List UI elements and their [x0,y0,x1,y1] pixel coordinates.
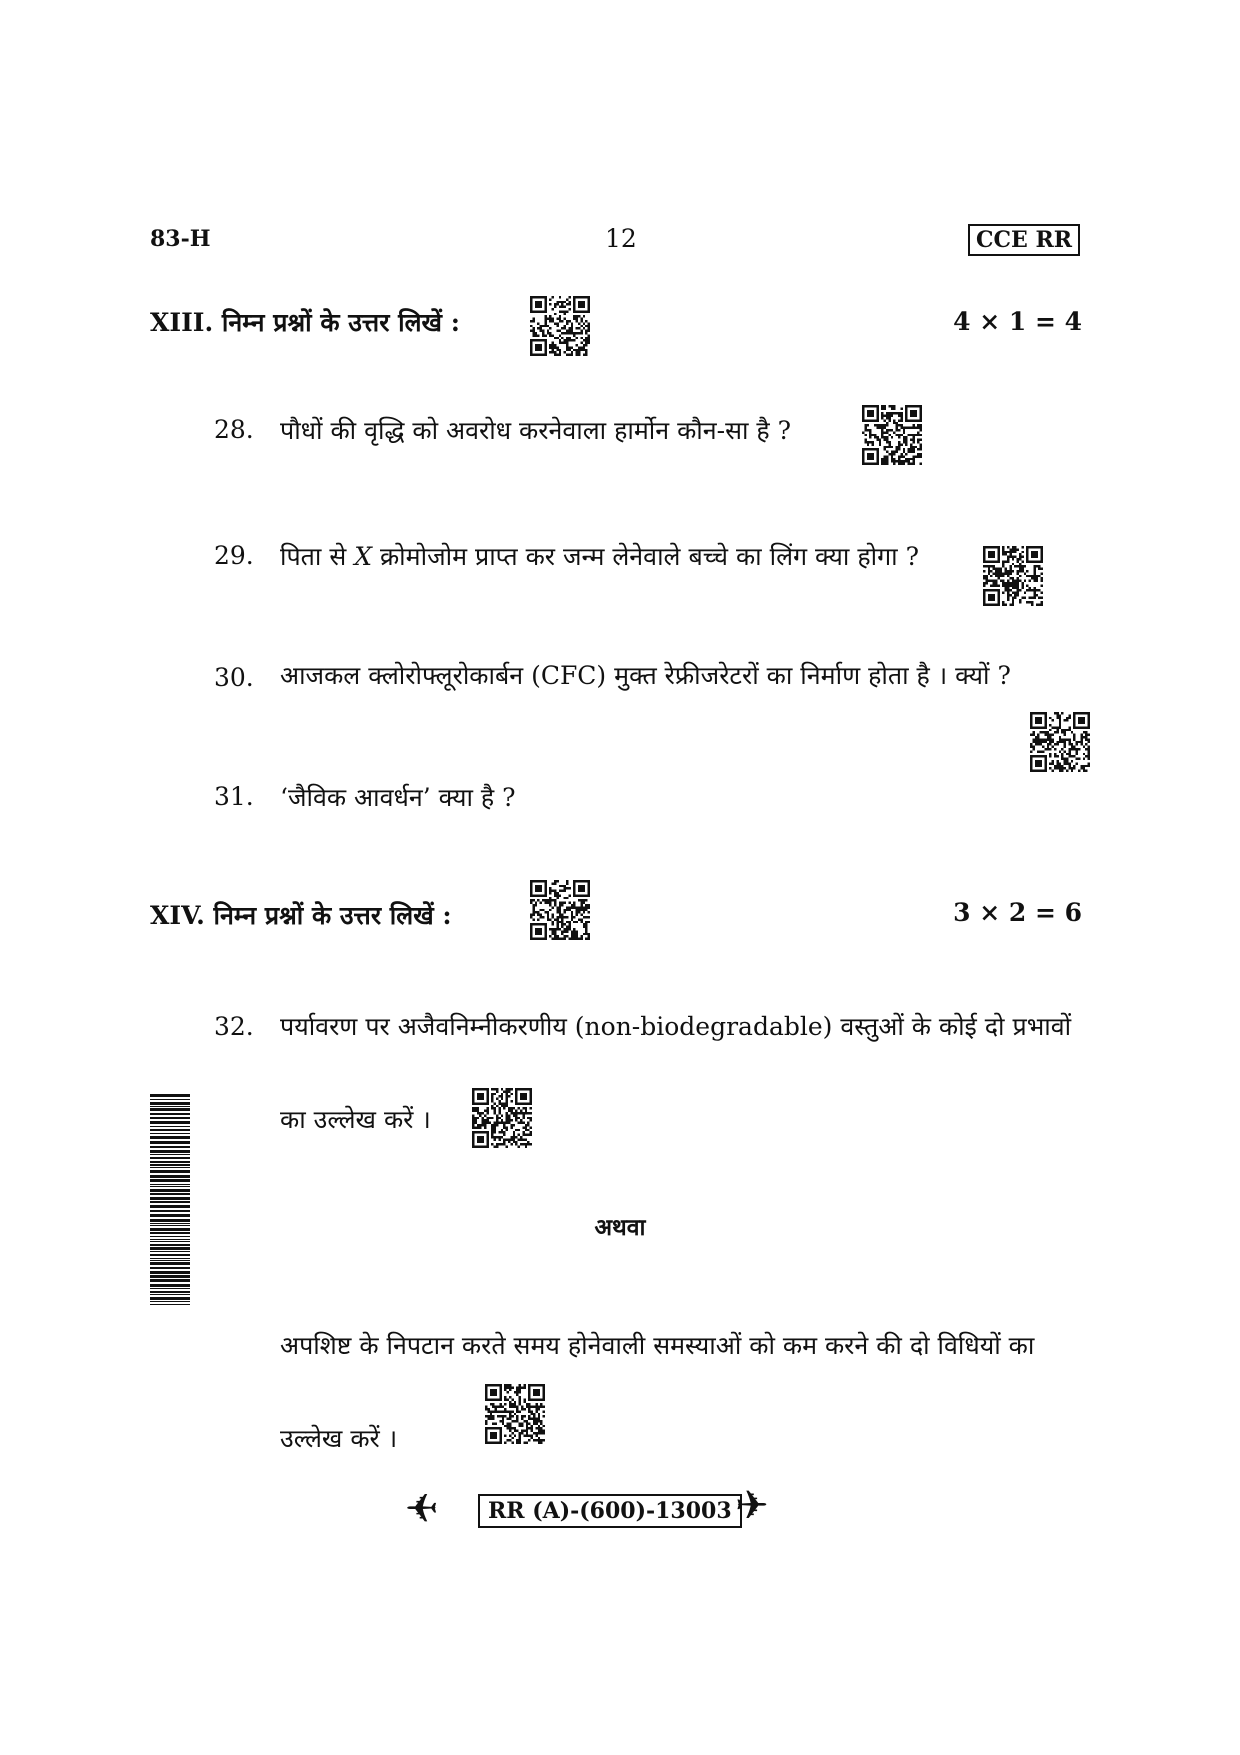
question-number: 29. [214,541,254,570]
alternative-question-text: अपशिष्ट के निपटान करते समय होनेवाली समस्याओं को कम करने की दो विधियों का [280,1331,1035,1360]
qr-code-icon [485,1384,545,1444]
question-text: पौधों की वृद्धि को अवरोध करनेवाला हार्मोन कौन-सा है ? [280,416,792,445]
qr-code-icon [530,880,590,940]
qr-code-icon [862,405,922,465]
question-text-continued: का उल्लेख करें । [280,1105,431,1134]
page-number: 12 [605,224,637,253]
question-text: आजकल क्लोरोफ्लूरोकार्बन (CFC) मुक्त रेफ्रीजरेटरों का निर्माण होता है । क्यों ? [280,661,1011,690]
section-13-marks: 4 × 1 = 4 [953,307,1082,336]
footer-code: RR (A)-(600)-13003 [478,1494,742,1528]
or-label: अथवा [594,1214,646,1241]
question-text: पर्यावरण पर अजैवनिम्नीकरणीय (non-biodegradable) वस्तुओं के कोई दो प्रभावों [280,1012,1072,1041]
airplane-icon: ✈ [405,1483,439,1529]
question-text: ‘जैविक आवर्धन’ क्या है ? [280,783,516,812]
paper-code: 83-H [150,226,211,252]
section-14-marks: 3 × 2 = 6 [953,898,1082,927]
qr-code-icon [983,546,1043,606]
alternative-question-text-continued: उल्लेख करें । [280,1424,398,1453]
question-number: 32. [214,1012,254,1041]
question-number: 31. [214,782,254,811]
qr-code-icon [530,296,590,356]
chromosome-variable: X [354,542,373,571]
question-text: पिता से X क्रोमोजोम प्राप्त कर जन्म लेनेवाले बच्चे का लिंग क्या होगा ? [280,542,919,571]
qr-code-icon [472,1088,532,1148]
section-14-title: XIV. निम्न प्रश्नों के उत्तर लिखें : [150,901,452,930]
series-box: CCE RR [968,224,1080,256]
barcode-icon [150,1094,190,1306]
question-number: 30. [214,663,254,692]
airplane-icon: ✈ [735,1483,769,1529]
qr-code-icon [1030,712,1090,772]
question-number: 28. [214,415,254,444]
section-13-title: XIII. निम्न प्रश्नों के उत्तर लिखें : [150,308,460,337]
